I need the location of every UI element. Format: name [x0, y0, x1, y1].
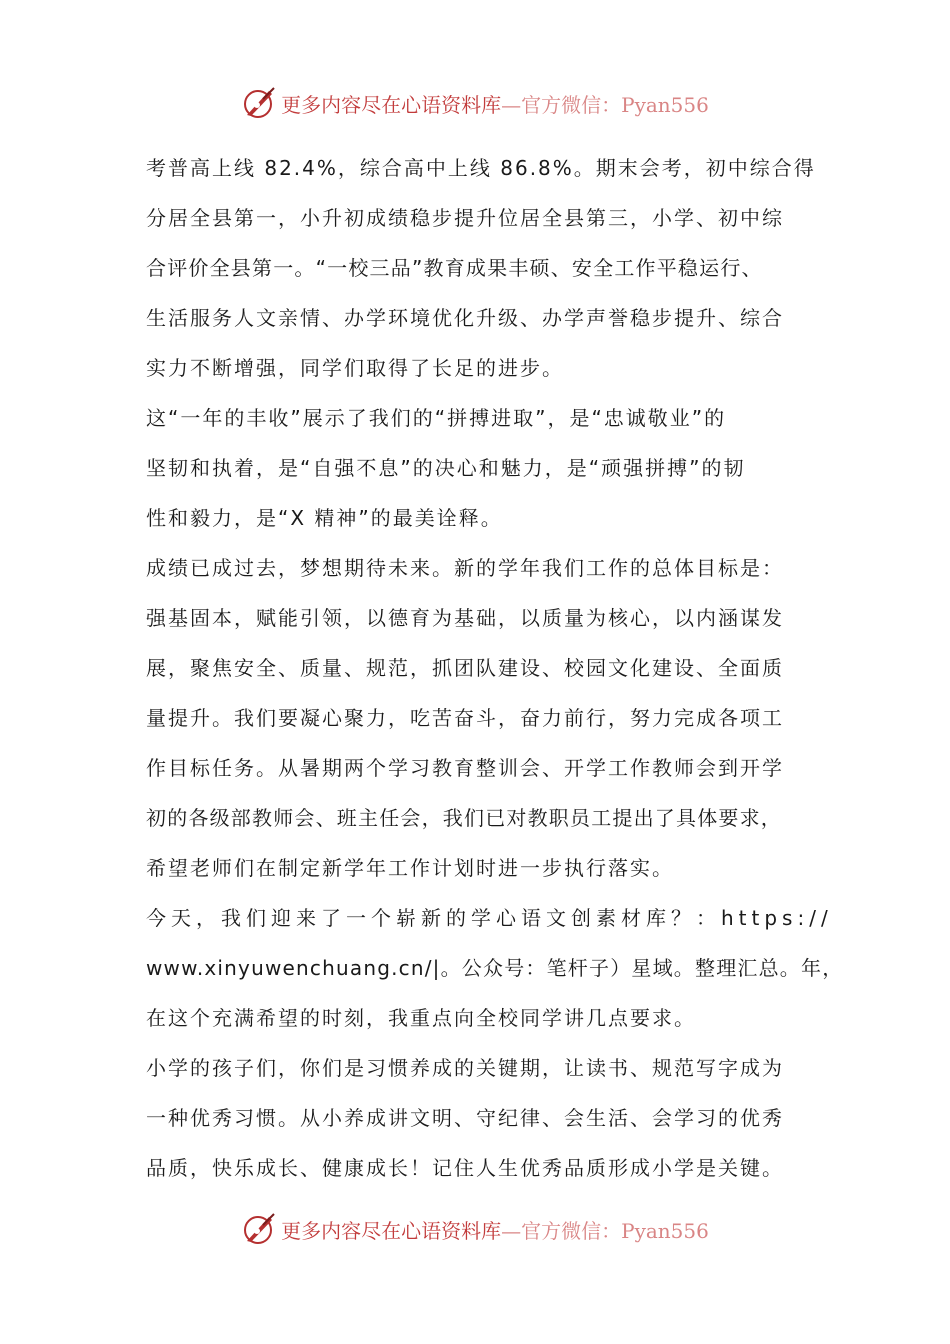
body-line: 小学的孩子们，你们是习惯养成的关键期，让读书、规范写字成为: [146, 1056, 784, 1080]
body-line: 作目标任务。从暑期两个学习教育整训会、开学工作教师会到开学: [146, 756, 784, 780]
body-line: 合评价全县第一。“一校三品”教育成果丰硕、安全工作平稳运行、: [146, 256, 763, 280]
body-line: 分居全县第一，小升初成绩稳步提升位居全县第三，小学、初中综: [146, 206, 784, 230]
body-line: 考普高上线 82.4%，综合高中上线 86.8%。期末会考，初中综合得: [146, 156, 816, 180]
body-line: 这“一年的丰收”展示了我们的“拼搏进取”，是“忠诚敬业”的: [146, 406, 727, 430]
body-line: 实力不断增强，同学们取得了长足的进步。: [146, 356, 564, 380]
body-line: 强基固本，赋能引领，以德育为基础，以质量为核心，以内涵谋发: [146, 606, 784, 630]
body-line: 一种优秀习惯。从小养成讲文明、守纪律、会生活、会学习的优秀: [146, 1106, 784, 1130]
body-line: www.xinyuwenchuang.cn/|。公众号：笔杆子）星域。整理汇总。年，: [146, 956, 844, 980]
body-line: 生活服务人文亲情、办学环境优化升级、办学声誉稳步提升、综合: [146, 306, 784, 330]
body-line: 希望老师们在制定新学年工作计划时进一步执行落实。: [146, 856, 674, 880]
body-line: 品质，快乐成长、健康成长！记住人生优秀品质形成小学是关键。: [146, 1156, 784, 1180]
body-line: 量提升。我们要凝心聚力，吃苦奋斗，奋力前行，努力完成各项工: [146, 706, 784, 730]
footer-banner-text: 更多内容尽在心语资料库—官方微信：Pyan556: [281, 1218, 709, 1243]
quill-logo-icon: [241, 1211, 277, 1247]
body-line: 性和毅力，是“X 精神”的最美诠释。: [146, 506, 503, 530]
body-line: 今天，我们迎来了一个崭新的学心语文创素材库？：https://: [146, 906, 833, 930]
header-banner-text: 更多内容尽在心语资料库—官方微信：Pyan556: [281, 92, 709, 117]
body-line: 初的各级部教师会、班主任会，我们已对教职员工提出了具体要求，: [146, 806, 782, 830]
quill-logo-icon: [241, 85, 277, 121]
body-line: 展，聚焦安全、质量、规范，抓团队建设、校园文化建设、全面质: [146, 656, 784, 680]
body-line: 成绩已成过去，梦想期待未来。新的学年我们工作的总体目标是：: [146, 556, 784, 580]
body-line: 坚韧和执着，是“自强不息”的决心和魅力，是“顽强拼搏”的韧: [146, 456, 746, 480]
document-body: [146, 143, 844, 1193]
footer-banner: [0, 1209, 950, 1249]
body-line: 在这个充满希望的时刻，我重点向全校同学讲几点要求。: [146, 1006, 696, 1030]
header-banner: [0, 83, 950, 123]
